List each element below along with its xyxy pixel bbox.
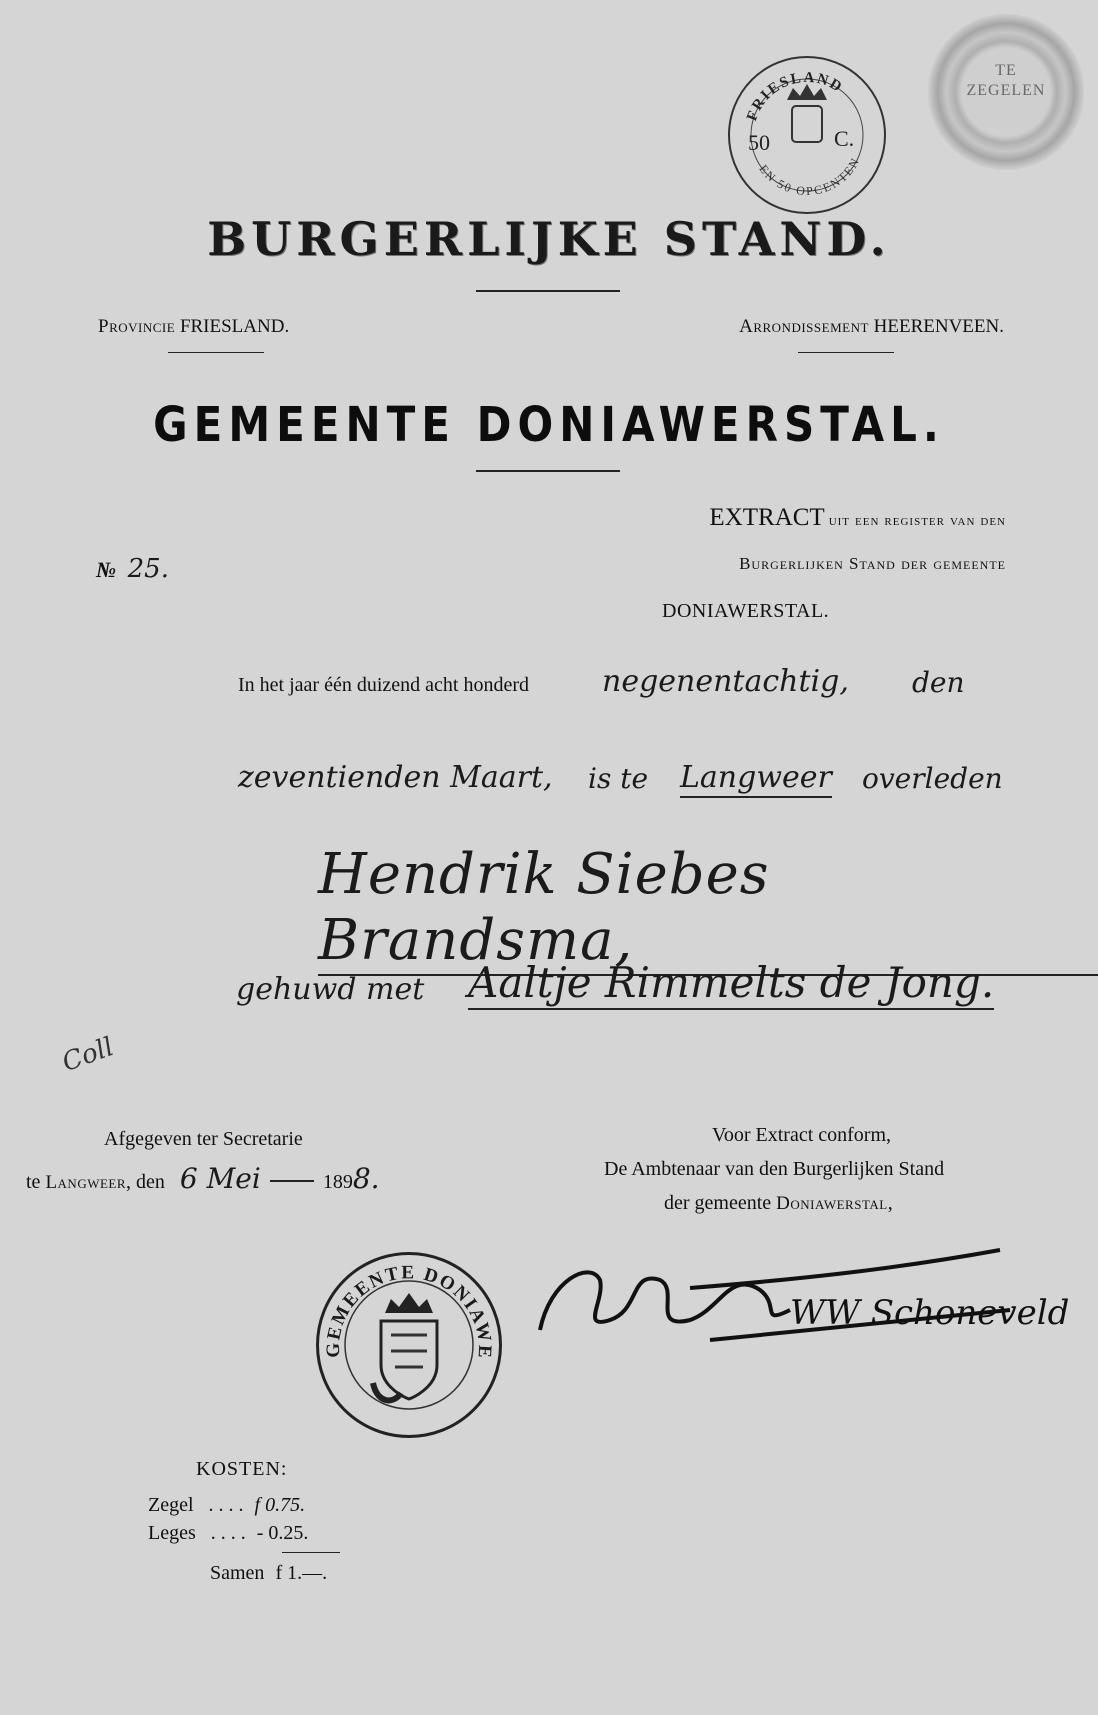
tax-stamp xyxy=(728,56,886,214)
seal-crown-icon xyxy=(385,1293,433,1313)
tax-stamp-value: 50 xyxy=(748,130,770,155)
provincie-value: FRIESLAND. xyxy=(179,316,290,337)
arrondissement-divider xyxy=(798,352,894,353)
conform-suffix: , xyxy=(887,1192,893,1214)
body-intro: In het jaar één duizend acht honderd xyxy=(238,674,529,696)
death-date: zeventienden Maart, xyxy=(238,760,553,795)
number-prefix: № xyxy=(96,557,117,582)
kosten-total-amount: f 1.—. xyxy=(275,1562,328,1584)
kosten-heading: KOSTEN: xyxy=(196,1458,288,1480)
tax-stamp-unit: C. xyxy=(834,126,855,151)
conform-line3 xyxy=(664,1192,893,1215)
gemeente-heading: GEMEENTE DONIAWERSTAL. xyxy=(153,396,945,453)
issued-place: Langweer xyxy=(45,1172,127,1193)
svg-text:EN 50 OPCENTEN xyxy=(756,154,862,198)
death-place: Langweer xyxy=(680,760,832,798)
official-signature xyxy=(530,1240,1070,1360)
zegel-stamp xyxy=(928,14,1084,170)
conform-prefix: der gemeente xyxy=(664,1192,772,1214)
conform-line2: De Ambtenaar van den Burgerlijken Stand xyxy=(604,1158,945,1180)
extract-lead: EXTRACT xyxy=(709,504,825,531)
conform-line1: Voor Extract conform, xyxy=(712,1124,892,1146)
zegel-stamp-line1: TE xyxy=(995,62,1017,79)
provincie-label: Provincie xyxy=(98,316,176,337)
issued-year-prefix: 189 xyxy=(322,1171,353,1193)
kosten-label: Zegel xyxy=(148,1494,194,1516)
issued-date: 6 Mei xyxy=(179,1162,261,1195)
shield-icon xyxy=(792,106,822,142)
gemeente-divider xyxy=(476,470,620,472)
number-value: 25. xyxy=(127,554,169,584)
tax-stamp-bottom-text: EN 50 OPCENTEN xyxy=(756,154,863,199)
kosten-amount: f 0.75. xyxy=(254,1494,306,1516)
certificate-number xyxy=(96,554,169,584)
kosten-amount: - 0.25. xyxy=(256,1522,309,1544)
signature-graphic xyxy=(530,1240,1070,1360)
seal-shield-icon xyxy=(381,1321,437,1399)
margin-note: Coll xyxy=(58,1031,118,1079)
extract-line1 xyxy=(586,504,1006,532)
title-divider xyxy=(476,290,620,292)
kosten-divider xyxy=(282,1552,340,1553)
municipal-seal xyxy=(316,1252,502,1438)
body-gehuwd: gehuwd met xyxy=(236,972,425,1007)
zegel-stamp-line2: ZEGELEN xyxy=(966,82,1046,99)
arrondissement-value: HEERENVEEN. xyxy=(873,316,1004,337)
extract-line2: Burgerlijken Stand der gemeente xyxy=(739,554,1006,573)
municipal-seal-graphic xyxy=(319,1255,499,1435)
conform-name: Doniawerstal xyxy=(776,1193,888,1214)
issued-year-suffix: 8. xyxy=(352,1162,380,1195)
kosten-dots: . . . . xyxy=(210,1522,246,1544)
kosten-dots: . . . . xyxy=(208,1494,244,1516)
kosten-total-label: Samen xyxy=(210,1562,265,1584)
document-title: BURGERLIJKE STAND. xyxy=(207,212,891,266)
kosten-total xyxy=(210,1562,327,1585)
spouse-name: Aaltje Rimmelts de Jong. xyxy=(468,958,994,1010)
extract-rest: uit een register van den xyxy=(828,512,1006,529)
body-den: den xyxy=(912,666,965,699)
issued-den: , den xyxy=(126,1171,165,1193)
year-words: negenentachtig, xyxy=(602,664,849,699)
arrondissement-label: Arrondissement xyxy=(739,316,869,337)
tax-stamp-ring-text: FRIESLAND xyxy=(744,69,846,124)
arrondissement-line xyxy=(739,316,1004,338)
issued-line1: Afgegeven ter Secretarie xyxy=(104,1128,303,1150)
provincie-divider xyxy=(168,352,264,353)
issued-te: te xyxy=(26,1171,41,1193)
deceased-name: Hendrik Siebes Brandsma, xyxy=(318,842,1098,976)
provincie-line xyxy=(98,316,289,338)
extract-line3: DONIAWERSTAL. xyxy=(662,600,830,622)
kosten-label: Leges xyxy=(148,1522,196,1544)
kosten-row-zegel xyxy=(148,1494,348,1517)
kosten-row-leges xyxy=(148,1522,348,1545)
body-overleden: overleden xyxy=(862,762,1003,795)
body-is-te: is te xyxy=(588,762,649,795)
signature-text: WW Schoneveld xyxy=(790,1293,1070,1333)
seal-ring-text: GEMEENTE DONIAWE xyxy=(322,1262,496,1361)
issued-dash xyxy=(270,1180,314,1182)
tax-stamp-graphic xyxy=(730,58,884,212)
issued-line2 xyxy=(26,1162,380,1195)
